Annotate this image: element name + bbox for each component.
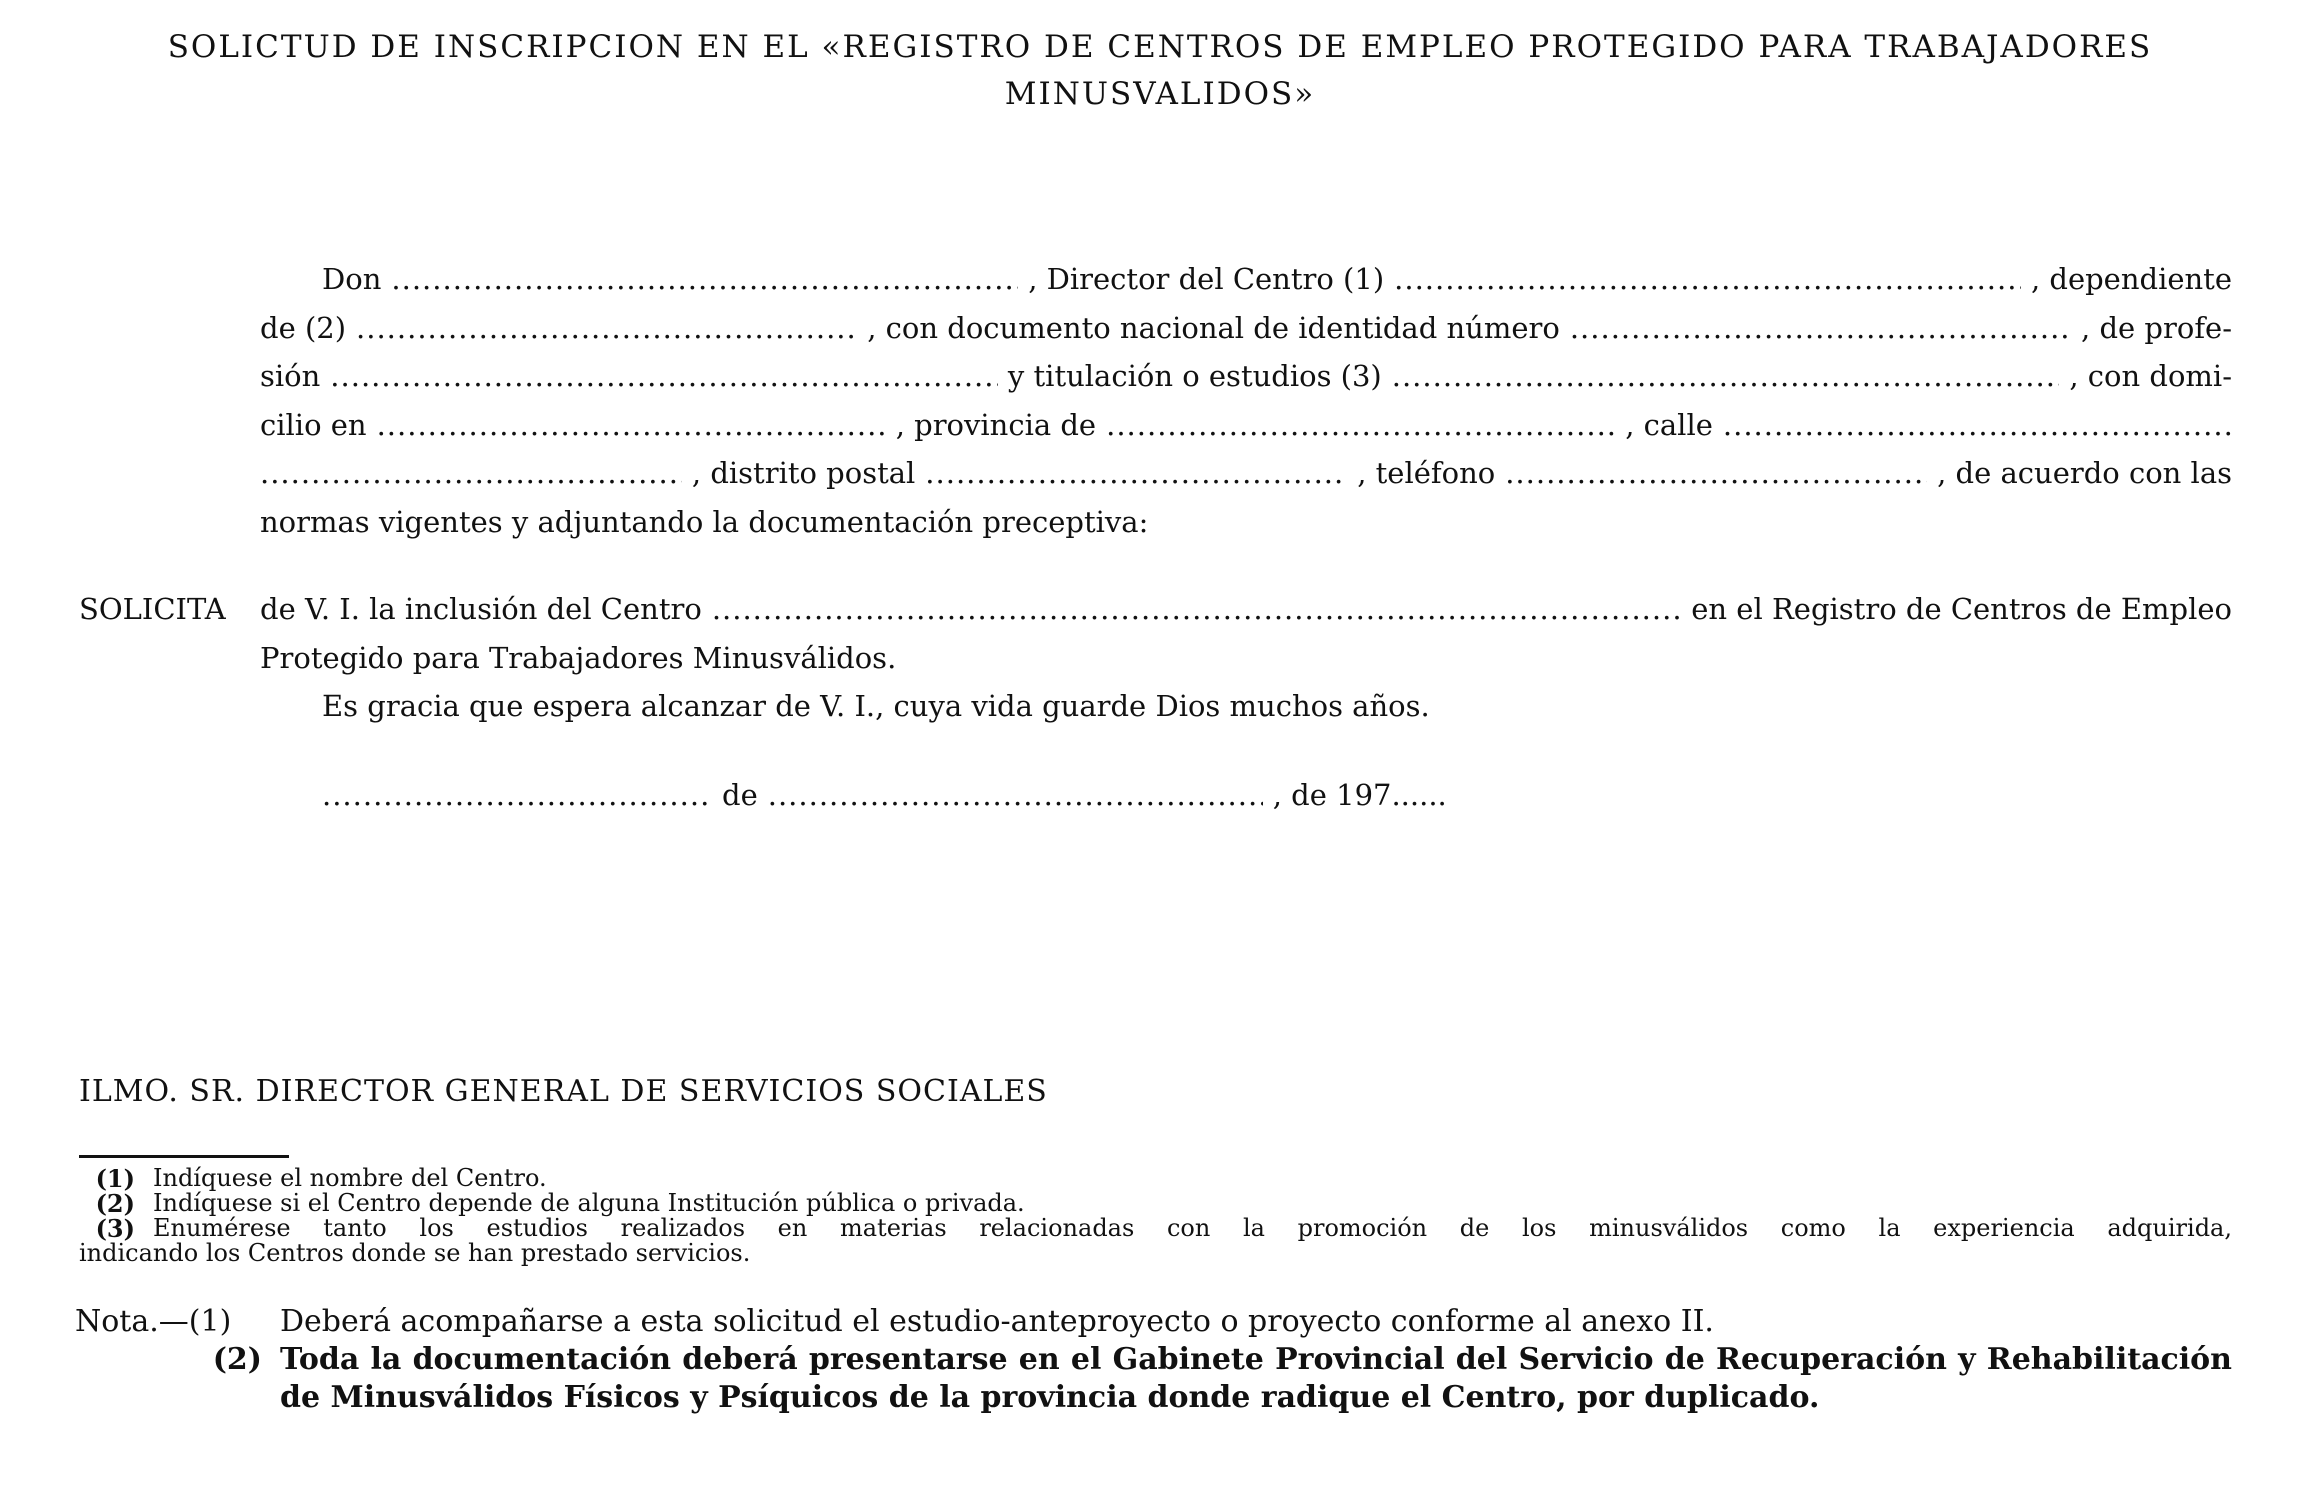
label-dependiente: , dependiente xyxy=(2030,262,2232,296)
footnote-2 xyxy=(79,1191,2232,1216)
nota-label: Nota.—(1) xyxy=(75,1304,232,1339)
date-line xyxy=(260,778,2232,827)
form-line-2 xyxy=(260,311,2232,360)
phone-field[interactable] xyxy=(1505,456,1927,490)
nota-text-2a: Toda la documentación deberá presentarse en el Gabinete Provincial del Servicio de Recuperación y Rehabilitación xyxy=(280,1342,2232,1377)
applicant-paragraph xyxy=(260,262,2232,553)
label-provincia: , provincia de xyxy=(895,407,1097,442)
request-line-3 xyxy=(260,689,2232,738)
nota-text-1: Deberá acompañarse a esta solicitud el estudio-anteproyecto o proyecto conforme al anexo II. xyxy=(280,1304,1714,1339)
request-paragraph xyxy=(260,592,2232,826)
month-field[interactable] xyxy=(768,778,1263,812)
label-telefono: , teléfono xyxy=(1357,456,1496,490)
label-cilio: cilio en xyxy=(260,407,367,442)
footnote-number: (3) xyxy=(95,1214,135,1243)
footnote-3 xyxy=(79,1216,2232,1241)
footnote-text: Indíquese el nombre del Centro. xyxy=(153,1164,547,1192)
footnote-text: Enumérese tanto los estudios realizados en materias relacionadas con la promoción de los minusválidos como la experiencia adquirida, xyxy=(153,1214,2232,1242)
profession-field[interactable] xyxy=(330,359,998,393)
street-field[interactable] xyxy=(1723,408,2232,442)
studies-field[interactable] xyxy=(1392,359,2060,393)
gracia-text: Es gracia que espera alcanzar de V. I., cuya vida guarde Dios muchos años. xyxy=(322,689,1430,723)
title-line-2: MINUSVALIDOS» xyxy=(1004,76,1316,112)
footnotes xyxy=(79,1166,2232,1266)
address-field[interactable] xyxy=(377,408,886,442)
label-normas: normas vigentes y adjuntando la documentación preceptiva: xyxy=(260,504,1149,539)
name-field[interactable] xyxy=(391,262,1018,296)
form-line-5 xyxy=(260,456,2232,505)
footnote-text: Indíquese si el Centro depende de alguna Institución pública o privada. xyxy=(153,1189,1025,1217)
solicita-label: SOLICITA xyxy=(79,592,226,626)
title-line-1: SOLICTUD DE INSCRIPCION EN EL «REGISTRO DE CENTROS DE EMPLEO PROTEGIDO PARA TRABAJADORES xyxy=(167,29,2153,65)
form-line-4 xyxy=(260,408,2232,457)
form-title xyxy=(130,24,2190,118)
label-acuerdo: , de acuerdo con las xyxy=(1937,456,2233,490)
form-line-3 xyxy=(260,359,2232,408)
footnote-rule xyxy=(79,1155,289,1158)
label-calle: , calle xyxy=(1625,407,1713,442)
label-distrito: , distrito postal xyxy=(691,456,916,490)
province-field[interactable] xyxy=(1106,408,1615,442)
place-field[interactable] xyxy=(322,778,712,812)
solicita-post: en el Registro de Centros de Empleo xyxy=(1691,592,2232,626)
nota-item-2-cont xyxy=(75,1379,2232,1417)
dni-field[interactable] xyxy=(1570,311,2071,345)
nota-item-1 xyxy=(75,1303,2232,1341)
solicita-line-2: Protegido para Trabajadores Minusválidos. xyxy=(260,640,897,675)
footnote-1 xyxy=(79,1166,2232,1191)
addressee: ILMO. SR. DIRECTOR GENERAL DE SERVICIOS SOCIALES xyxy=(79,1074,1048,1109)
form-line-1 xyxy=(260,262,2232,311)
label-director: , Director del Centro (1) xyxy=(1028,262,1385,296)
nota-item-2 xyxy=(75,1341,2232,1379)
label-de-2: de (2) xyxy=(260,310,347,345)
footnote-3-cont: indicando los Centros donde se han prestado servicios. xyxy=(79,1239,751,1267)
centre-field[interactable] xyxy=(1394,262,2021,296)
label-sion: sión xyxy=(260,359,321,393)
request-line-1 xyxy=(260,592,2232,641)
centre-name-field[interactable] xyxy=(712,592,1681,626)
solicita-pre: de V. I. la inclusión del Centro xyxy=(260,592,702,626)
postal-field[interactable] xyxy=(925,456,1347,490)
nota-text-2b: de Minusválidos Físicos y Psíquicos de la provincia donde radique el Centro, por duplicado. xyxy=(280,1380,1820,1415)
label-profe: , de profe- xyxy=(2081,310,2233,345)
label-de: de xyxy=(722,777,758,812)
request-line-2 xyxy=(260,641,2232,690)
footnote-number: (1) xyxy=(95,1164,135,1193)
label-dni: , con documento nacional de identidad número xyxy=(867,310,1560,345)
label-don: Don xyxy=(322,262,382,296)
street-field-cont[interactable] xyxy=(260,456,682,490)
nota-number-2: (2) xyxy=(212,1342,262,1377)
footnote-number: (2) xyxy=(95,1189,135,1218)
dependency-field[interactable] xyxy=(356,311,857,345)
label-domi: , con domi- xyxy=(2069,359,2233,393)
label-titulacion: y titulación o estudios (3) xyxy=(1007,359,1382,393)
form-line-6 xyxy=(260,505,2232,554)
label-year: , de 197...... xyxy=(1272,777,1447,812)
nota-block xyxy=(75,1303,2232,1417)
